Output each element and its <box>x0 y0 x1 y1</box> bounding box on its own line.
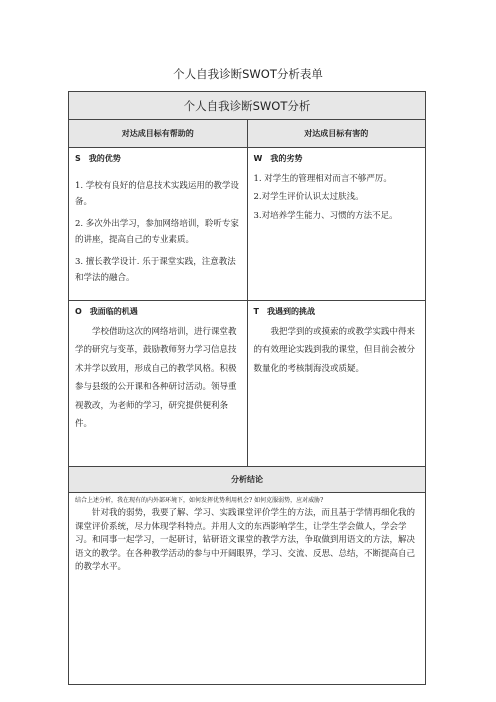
column-header-helpful: 对达成目标有帮助的 <box>69 120 248 148</box>
conclusion-heading: 分析结论 <box>69 467 426 493</box>
column-header-harmful: 对达成目标有害的 <box>247 120 426 148</box>
threats-text: 我把学到的或摸索的或教学实践中得来的有效理论实践到我的课堂，但目前会被分数量化的考核制海没或质疑。 <box>253 326 416 374</box>
weakness-item: 3.对培养学生能力、习惯的方法不足。 <box>253 210 398 221</box>
document-title: 个人自我诊断SWOT分析表单 <box>173 67 323 81</box>
conclusion-text: 针对我的弱势，我要了解、学习、实践课堂评价学生的方法，而且基于学情再细化我的课堂评价系统，尽力体现学科特点。并用人文的东西影响学生，让学生学会做人，学会学习。和同事一起学习，一起研讨，钻研语文课堂的教学方法，争取做到用语文的方法，解决语文的教学。在各种教学活动的参与中开阔眼界，学习、交流、反思、总结，不断提高自己的教学水平。 <box>75 508 416 572</box>
weakness-item: 1. 对学生的管理相对而言不够严厉。 <box>253 173 392 184</box>
swot-table <box>68 91 426 685</box>
conclusion-prompt: 结合上述分析，我在现有的内外部环境下，如何发挥优势利用机会? 如何克服弱势，应对威胁? <box>75 497 324 504</box>
opportunities-heading: O 我面临的机遇 <box>75 307 138 316</box>
weakness-item: 2.对学生评价认识太过肤浅。 <box>253 192 364 202</box>
conclusion-cell <box>69 493 426 685</box>
strength-item: 3. 擅长教学设计. 乐于课堂实践，注意教法和学法的融合。 <box>75 256 236 283</box>
table-header: 个人自我诊断SWOT分析 <box>69 92 426 120</box>
opportunities-text: 学校借助这次的网络培训，进行课堂教学的研究与变革，鼓励教师努力学习信息技术并学以致用，形成自己的教学风格。积极参与县级的公开课和各种研讨活动。领导重视教改，为老师的学习，研究提供便利条件。 <box>75 326 237 429</box>
opportunities-cell <box>69 301 248 467</box>
threats-cell <box>247 301 426 467</box>
weaknesses-cell <box>247 148 426 301</box>
strength-item: 2. 多次外出学习，参加网络培训，聆听专家的讲座，提高自己的专业素质。 <box>75 218 239 245</box>
strengths-heading: S 我的优势 <box>75 154 121 163</box>
strength-item: 1. 学校有良好的信息技术实践运用的教学设备。 <box>75 180 239 207</box>
strengths-cell <box>69 148 248 301</box>
threats-heading: T 我遇到的挑战 <box>253 307 315 316</box>
weaknesses-heading: W 我的劣势 <box>253 154 303 163</box>
